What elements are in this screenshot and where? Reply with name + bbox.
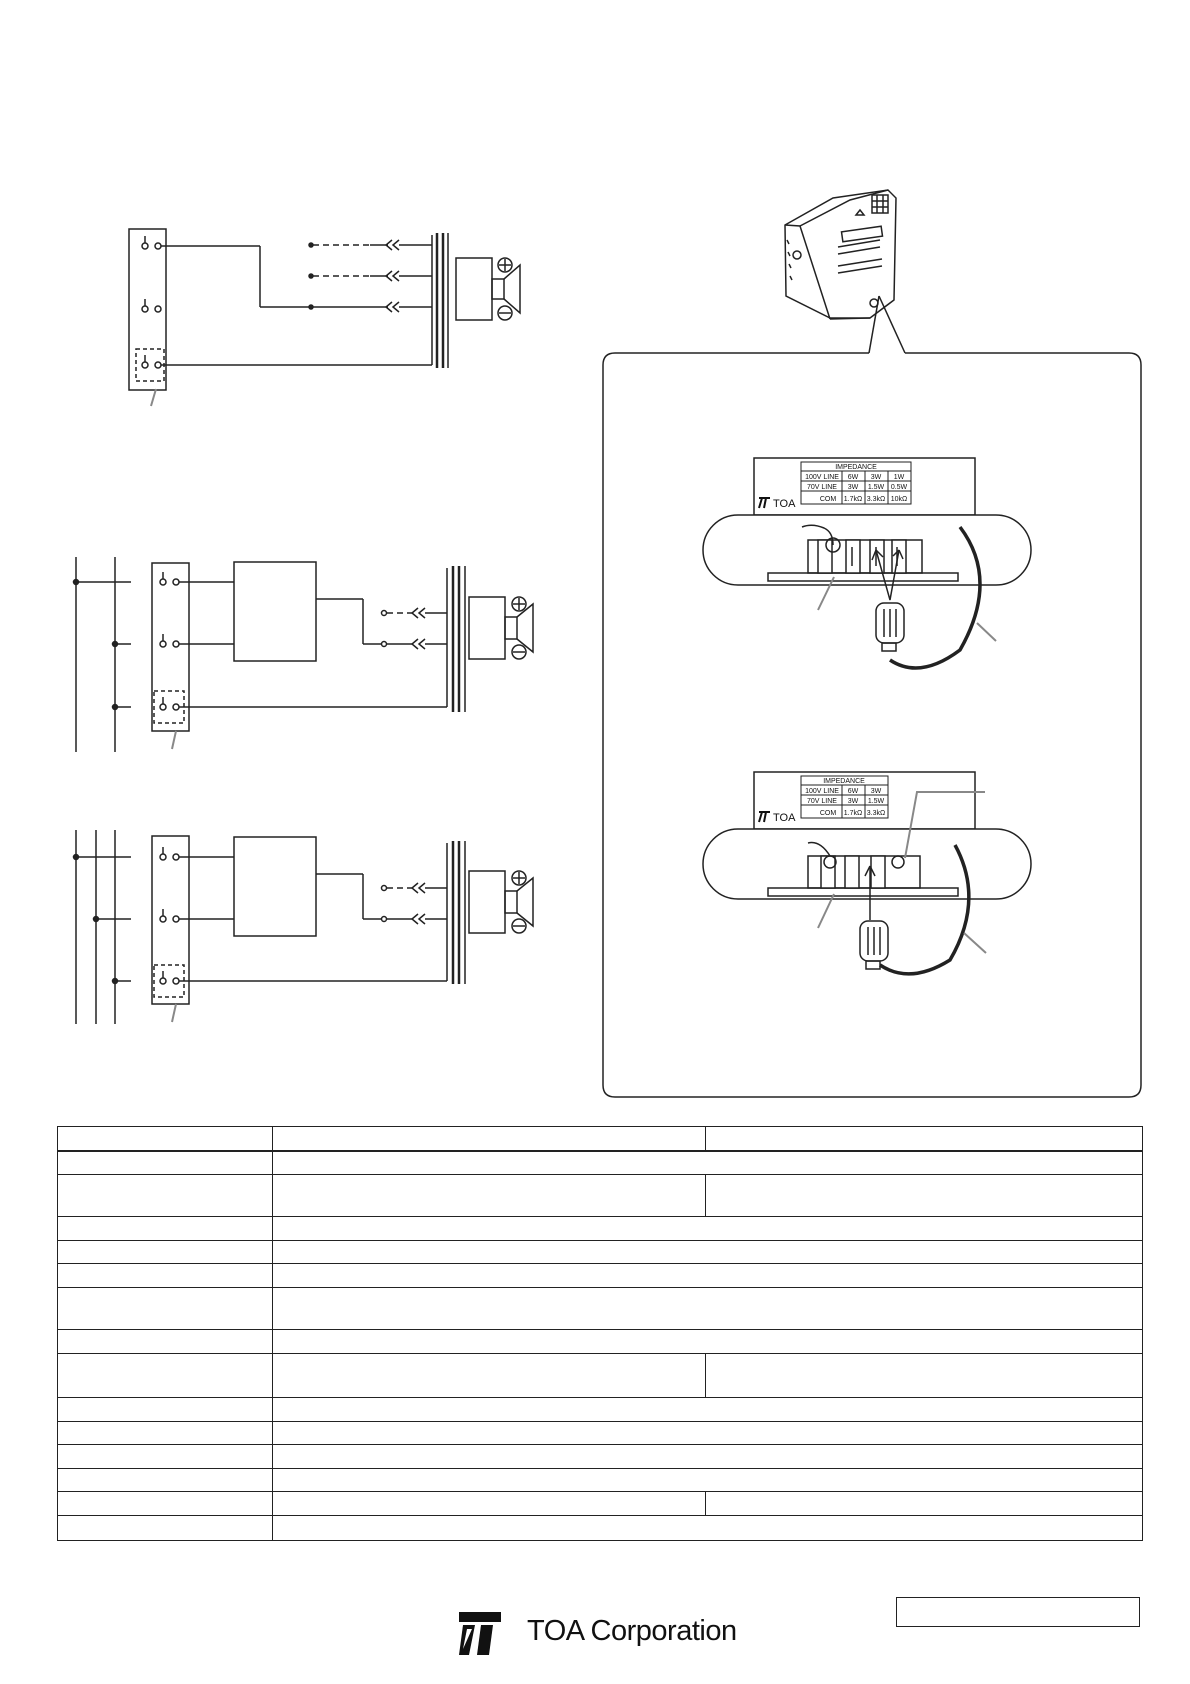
table-cell — [58, 1398, 273, 1422]
toa-logo-icon — [459, 1609, 519, 1659]
table-cell — [273, 1217, 1143, 1241]
table-cell — [706, 1127, 1143, 1151]
wiring-diagram-3 — [74, 830, 534, 1024]
impedance-cell: 3W — [847, 484, 859, 491]
table-cell — [58, 1288, 273, 1330]
table-cell — [273, 1175, 706, 1217]
document-number-box — [896, 1597, 1140, 1627]
table-cell — [58, 1354, 273, 1398]
impedance-cell: 100V LINE — [805, 788, 839, 795]
table-cell — [58, 1241, 273, 1264]
impedance-label-1 — [759, 462, 911, 510]
speaker-symbol — [456, 258, 520, 320]
impedance-cell: 0.5W — [890, 484, 908, 491]
table-cell — [273, 1422, 1143, 1445]
speaker-symbol — [469, 871, 533, 933]
table-cell — [273, 1151, 1143, 1175]
toa-logo-icon — [759, 812, 770, 822]
toa-logo-icon — [759, 498, 770, 508]
terminal-label: 10kΩ — [890, 496, 908, 503]
table-cell — [273, 1492, 706, 1516]
switch-symbol — [142, 236, 161, 249]
impedance-cell: 1.5W — [867, 484, 885, 491]
terminal-label: 3.3kΩ — [866, 810, 886, 817]
table-cell — [58, 1264, 273, 1288]
impedance-cell: 70V LINE — [807, 798, 837, 805]
switch-symbol — [160, 847, 179, 860]
table-cell — [58, 1516, 273, 1541]
table-cell — [58, 1151, 273, 1175]
company-logo — [459, 1609, 739, 1659]
table-cell — [273, 1398, 1143, 1422]
table-cell — [58, 1492, 273, 1516]
table-cell — [58, 1422, 273, 1445]
speaker-symbol — [469, 597, 533, 659]
switch-symbol — [142, 299, 161, 312]
table-cell — [273, 1241, 1143, 1264]
table-cell — [58, 1127, 273, 1151]
impedance-cell: 3W — [870, 474, 882, 481]
table-cell — [706, 1354, 1143, 1398]
table-cell — [58, 1469, 273, 1492]
table-cell — [273, 1330, 1143, 1354]
impedance-cell: 1W — [893, 474, 905, 481]
wiring-diagram-2 — [74, 557, 534, 752]
table-cell — [58, 1445, 273, 1469]
table-cell — [273, 1264, 1143, 1288]
impedance-cell: 6W — [847, 474, 859, 481]
wiring-diagram-1 — [129, 229, 520, 406]
table-cell — [58, 1175, 273, 1217]
table-cell — [273, 1288, 1143, 1330]
company-name: TOA Corporation — [527, 1615, 737, 1647]
specification-table — [57, 1126, 1143, 1541]
table-cell — [273, 1354, 706, 1398]
terminal-label: 1.7kΩ — [843, 496, 863, 503]
switch-symbol — [160, 909, 179, 922]
impedance-header: IMPEDANCE — [823, 778, 865, 785]
impedance-cell: 100V LINE — [805, 474, 839, 481]
terminal-label: COM — [819, 496, 837, 503]
brand-label: TOA — [773, 498, 796, 510]
impedance-cell: 3W — [847, 798, 859, 805]
terminal-label: 1.7kΩ — [843, 810, 863, 817]
impedance-header: IMPEDANCE — [835, 464, 877, 471]
table-cell — [706, 1175, 1143, 1217]
terminal-label: COM — [819, 810, 837, 817]
speaker-device-illustration — [785, 190, 905, 353]
table-cell — [273, 1127, 706, 1151]
impedance-cell: 3W — [870, 788, 882, 795]
table-cell — [273, 1516, 1143, 1541]
switch-symbol — [160, 634, 179, 647]
switch-symbol — [160, 572, 179, 585]
table-cell — [58, 1217, 273, 1241]
terminal-label: 3.3kΩ — [866, 496, 886, 503]
impedance-cell: 1.5W — [867, 798, 885, 805]
switch-symbol-selected — [136, 349, 164, 381]
impedance-cell: 6W — [847, 788, 859, 795]
impedance-cell: 70V LINE — [807, 484, 837, 491]
table-cell — [58, 1330, 273, 1354]
impedance-label-2 — [759, 776, 888, 824]
brand-label: TOA — [773, 812, 796, 824]
table-cell — [273, 1469, 1143, 1492]
table-cell — [273, 1445, 1143, 1469]
table-cell — [706, 1492, 1143, 1516]
